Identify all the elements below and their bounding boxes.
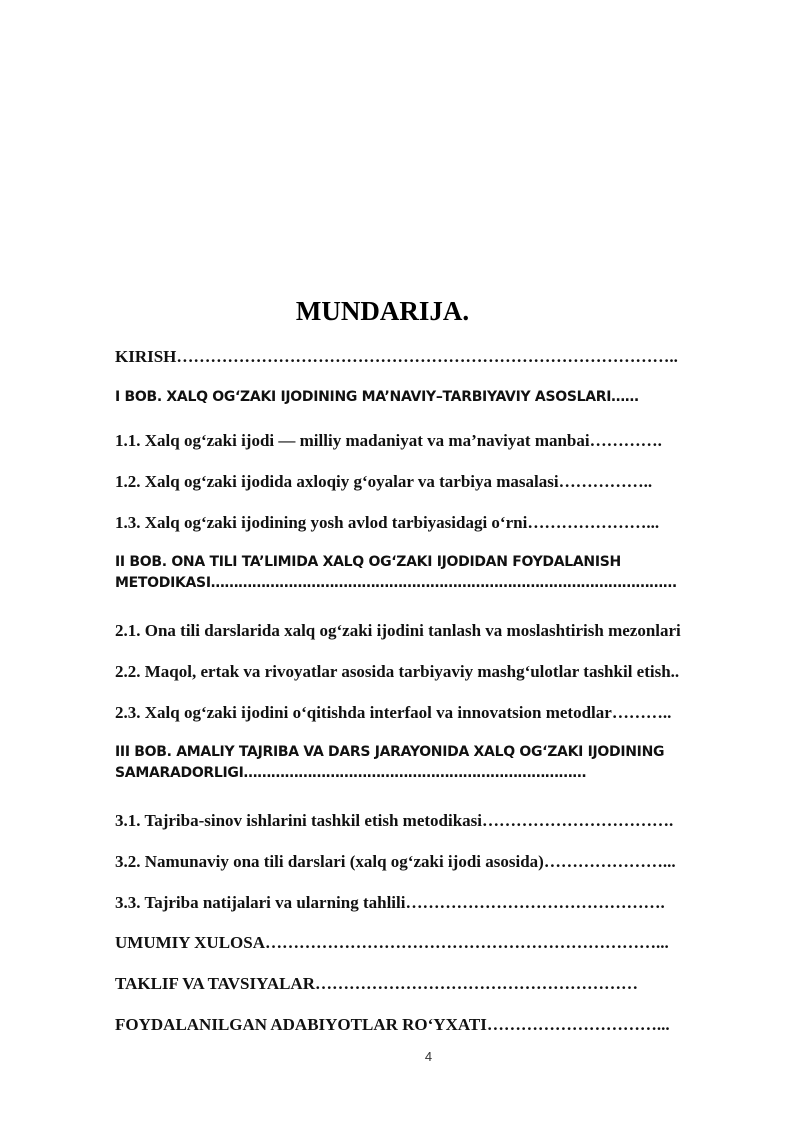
page-number: 4 <box>424 1049 433 1064</box>
toc-entry-1-3: 1.3. Xalq og‘zaki ijodining yosh avlod tarbiyasidagi o‘rni…………………... <box>115 513 660 532</box>
toc-entry-2-3: 2.3. Xalq og‘zaki ijodini o‘qitishda interfaol va innovatsion metodlar……….. <box>115 703 672 722</box>
toc-entry-kirish: KIRISH…………………………………………………………………………….. <box>115 347 678 366</box>
toc-entry-3-2: 3.2. Namunaviy ona tili darslari (xalq og‘zaki ijodi asosida)…………………... <box>115 852 676 871</box>
toc-entry-2-1: 2.1. Ona tili darslarida xalq og‘zaki ijodini tanlash va moslashtirish mezonlari <box>115 621 681 640</box>
toc-entry-umumiy-xulosa: UMUMIY XULOSA……………………………………………………………... <box>115 933 669 952</box>
toc-entry-1-1: 1.1. Xalq og‘zaki ijodi — milliy madaniyat va ma’naviyat manbai…………. <box>115 431 662 450</box>
toc-entry-taklif: TAKLIF VA TAVSIYALAR………………………………………………… <box>115 974 638 993</box>
toc-entry-2-2: 2.2. Maqol, ertak va rivoyatlar asosida tarbiyaviy mashg‘ulotlar tashkil etish.. <box>115 662 680 681</box>
toc-entry-3-3: 3.3. Tajriba natijalari va ularning tahlili………………………………………. <box>115 893 665 912</box>
toc-entry-chapter-2: II BOB. ONA TILI TA’LIMIDA XALQ OG‘ZAKI IJODIDAN FOYDALANISH METODIKASI………………………………………………………………………………………… <box>115 554 677 591</box>
page-title: MUNDARIJA. <box>295 296 470 326</box>
toc-entry-chapter-1: I BOB. XALQ OG‘ZAKI IJODINING MA’NAVIY–TARBIYAVIY ASOSLARI…… <box>115 389 639 405</box>
toc-entry-chapter-3: III BOB. AMALIY TAJRIBA VA DARS JARAYONIDA XALQ OG‘ZAKI IJODINING SAMARADORLIGI………………………………………………………………… <box>115 744 665 781</box>
toc-entry-adabiyotlar: FOYDALANILGAN ADABIYOTLAR RO‘YXATI…………………………... <box>115 1015 670 1034</box>
toc-entry-3-1: 3.1. Tajriba-sinov ishlarini tashkil etish metodikasi……………………………. <box>115 811 674 830</box>
toc-entry-1-2: 1.2. Xalq og‘zaki ijodida axloqiy g‘oyalar va tarbiya masalasi…………….. <box>115 472 653 491</box>
